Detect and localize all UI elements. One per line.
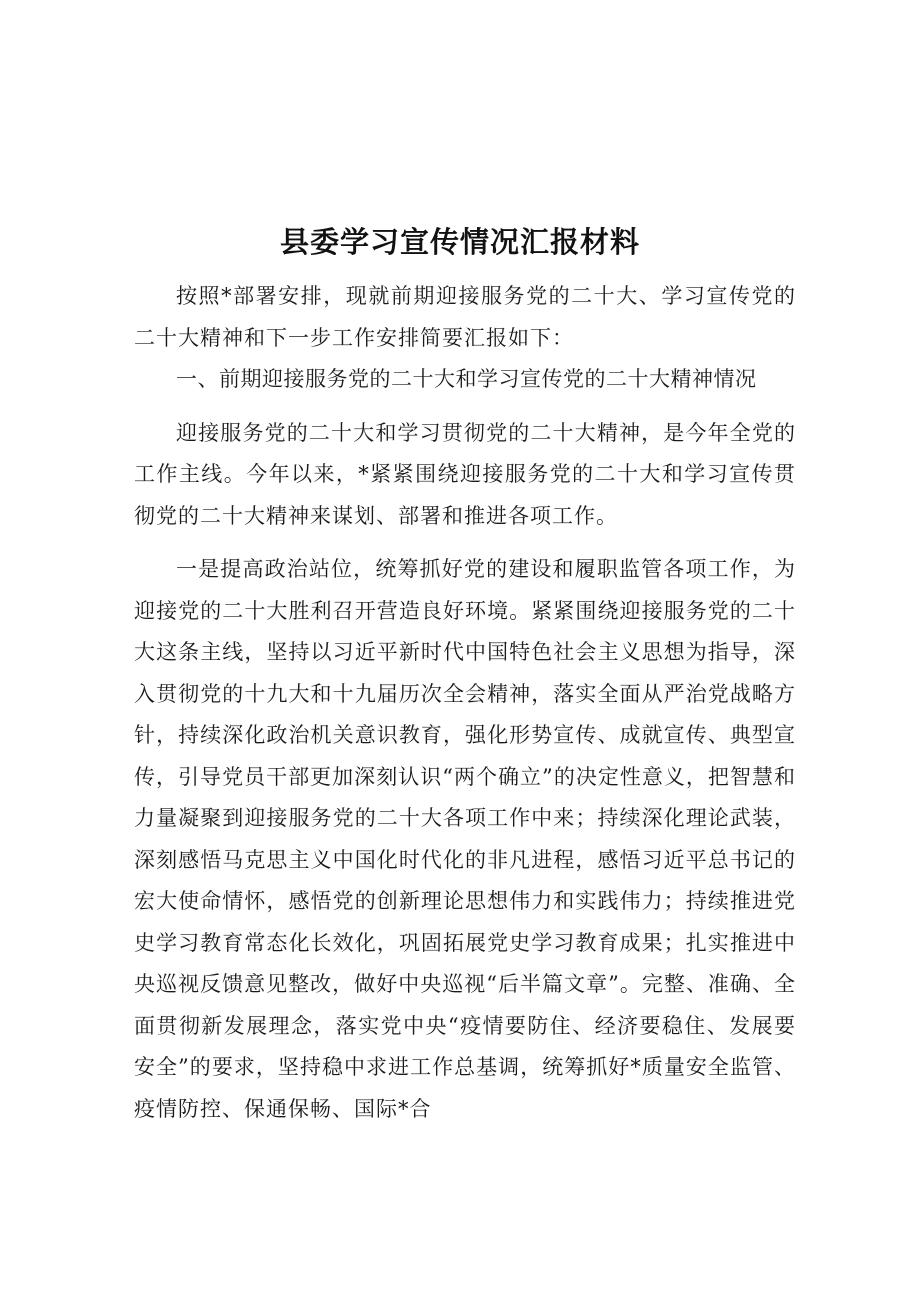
document-title: 县委学习宣传情况汇报材料 — [279, 225, 640, 259]
intro-paragraph: 按照*部署安排，现就前期迎接服务党的二十大、学习宣传党的二十大精神和下一步工作安排简要汇报如下： — [134, 284, 796, 350]
document-body — [134, 276, 796, 1130]
section-heading: 一、前期迎接服务党的二十大和学习宣传党的二十大精神情况 — [176, 367, 757, 391]
body-paragraph-1: 迎接服务党的二十大和学习贯彻党的二十大精神，是今年全党的工作主线。今年以来，*紧紧围绕迎接服务党的二十大和学习宣传贯彻党的二十大精神来谋划、部署和推进各项工作。 — [134, 420, 796, 528]
body-paragraph-2: 一是提高政治站位，统筹抓好党的建设和履职监管各项工作，为迎接党的二十大胜利召开营造良好环境。紧紧围绕迎接服务党的二十大这条主线，坚持以习近平新时代中国特色社会主义思想为指导，深入贯彻党的十九大和十九届历次全会精神，落实全面从严治党战略方针，持续深化政治机关意识教育，强化形势宣传、成就宣传、典型宣传，引导党员干部更加深刻认识“两个确立”的决定性意义，把智慧和力量凝聚到迎接服务党的二十大各项工作中来；持续深化理论武装，深刻感悟马克思主义中国化时代化的非凡进程，感悟习近平总书记的宏大使命情怀，感悟党的创新理论思想伟力和实践伟力；持续推进党史学习教育常态化长效化，巩固拓展党史学习教育成果；扎实推进中央巡视反馈意见整改，做好中央巡视“后半篇文章”。完整、准确、全面贯彻新发展理念，落实党中央“疫情要防住、经济要稳住、发展要安全”的要求，坚持稳中求进工作总基调，统筹抓好*质量安全监管、疫情防控、保通保畅、国际*合 — [134, 557, 796, 1121]
